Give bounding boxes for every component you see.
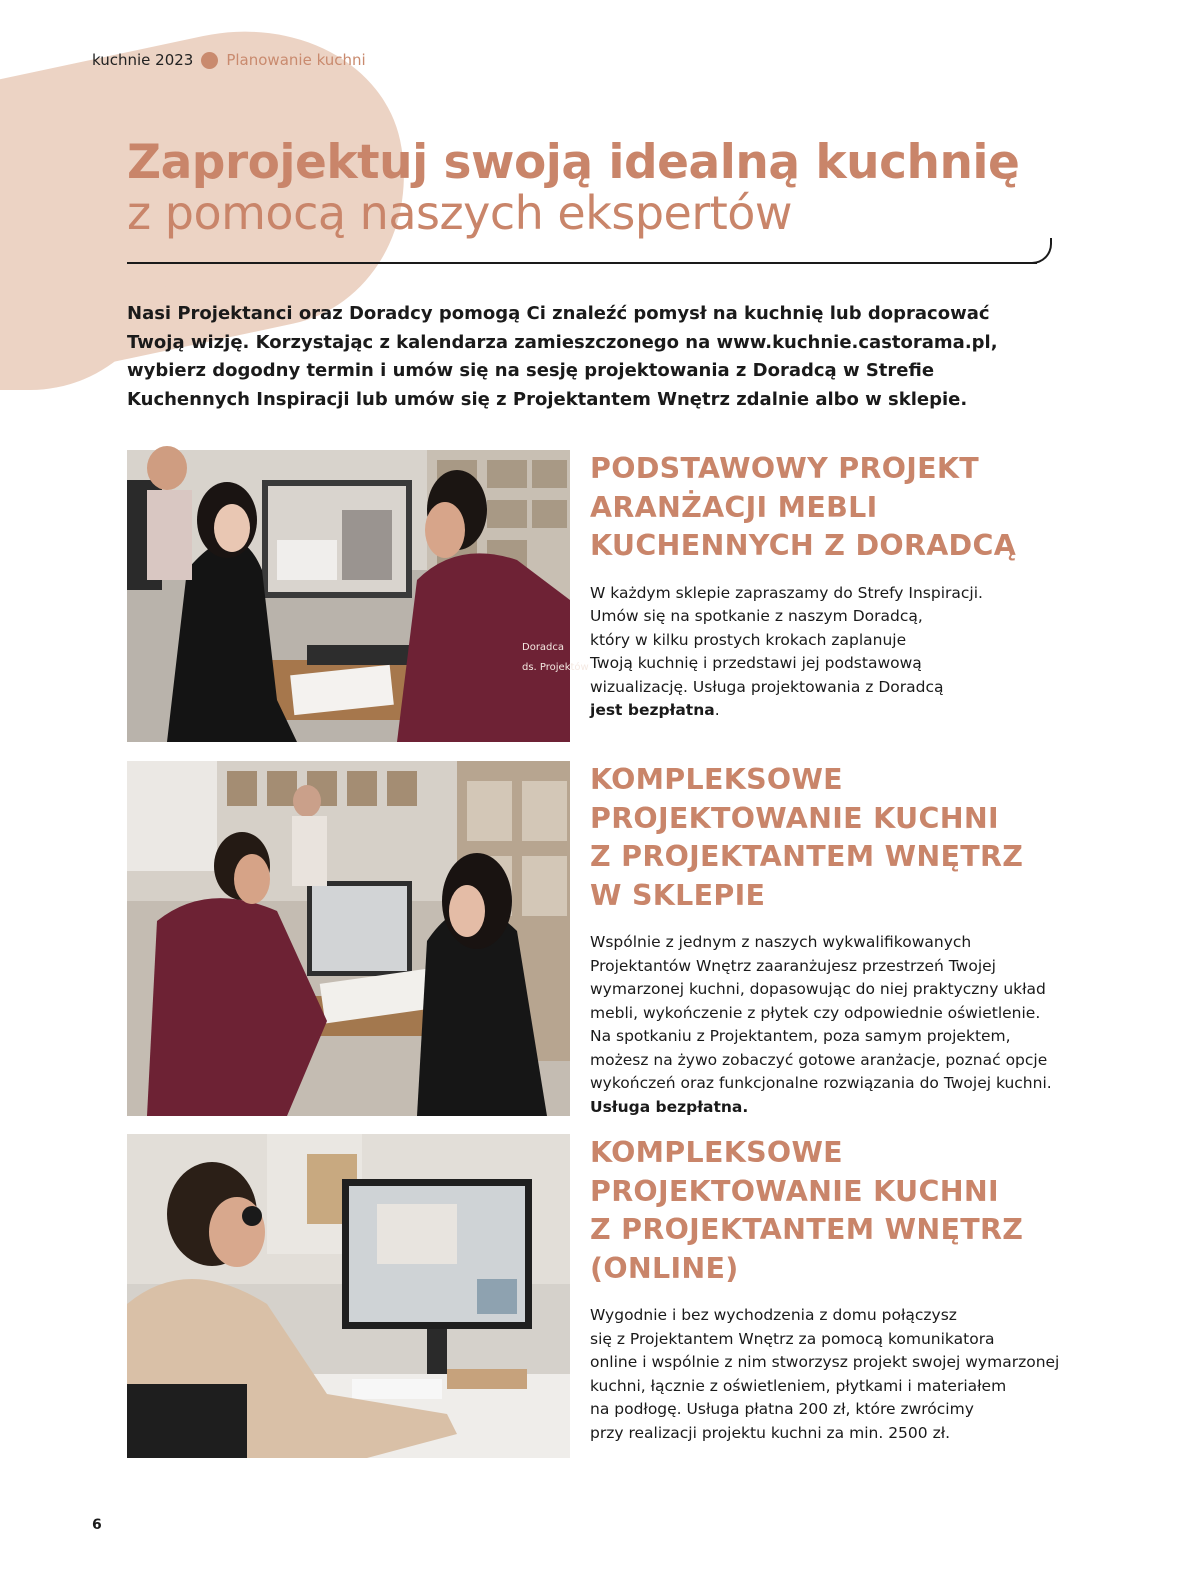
description-line: mebli, wykończenie z płytek czy odpowiednie oświetlenie. [590,1003,1041,1022]
service-title-line: KOMPLEKSOWE [590,1136,843,1169]
jacket-text-2: ds. Projektów [522,662,589,673]
intro-line: Nasi Projektanci oraz Doradcy pomogą Ci znaleźć pomysł na kuchnię lub dopracować [127,303,990,324]
service-title [590,450,1130,566]
service-title-line: W SKLEPIE [590,878,766,912]
page-number: 6 [92,1517,102,1533]
title-underline [127,262,1037,264]
intro-line: Kuchennych Inspiracji lub umów się z Projektantem Wnętrz zdalnie albo w sklepie. [127,388,968,410]
description-line: wymarzonej kuchni, dopasowując do niej praktyczny układ [590,980,1046,998]
page-header [92,51,366,69]
service-title-line: KUCHENNYCH Z DORADCĄ [590,529,1017,562]
title-underline-hook [1030,238,1052,264]
free-service-note: jest bezpłatna [590,701,715,719]
description-line: się z Projektantem Wnętrz za pomocą komunikatora [590,1329,995,1348]
description-line: Na spotkaniu z Projektantem, poza samym projektem, [590,1027,1011,1045]
circle-icon [201,52,218,69]
description-line: wykończeń oraz funkcjonalne rozwiązania do Twojej kuchni. [590,1074,1052,1092]
section-label: Planowanie kuchni [226,51,366,69]
service-title-line: PROJEKTOWANIE KUCHNI [590,801,999,835]
service-title [590,761,1130,915]
service-title-line: ARANŻACJI MEBLI [590,490,878,524]
description-line: który w kilku prostych krokach zaplanuje [590,630,907,649]
description-line: na podłogę. Usługa płatna 200 zł, które zwrócimy [590,1400,974,1418]
description-line: Twoją kuchnię i przedstawi jej podstawową [590,654,922,672]
service-title [590,1134,1130,1288]
service-title-line: Z PROJEKTANTEM WNĘTRZ [590,1213,1024,1246]
service-description [590,582,1130,723]
description-line: przy realizacji projektu kuchni za min. 2500 zł. [590,1423,951,1442]
jacket-text-1: Doradca [522,642,565,653]
service-description [590,931,1130,1119]
description-line [590,699,1130,723]
service-title-line: Z PROJEKTANTEM WNĘTRZ [590,840,1024,873]
description-line: kuchni, łącznie z oświetleniem, płytkami i materiałem [590,1376,1007,1395]
service-title-line: (ONLINE) [590,1251,739,1285]
service-title-line: PODSTAWOWY PROJEKT [590,452,980,485]
description-line: wizualizację. Usługa projektowania z Doradcą [590,677,944,696]
description-line: Wspólnie z jednym z naszych wykwalifikowanych [590,933,972,951]
service-section-store-designer [127,761,1127,1116]
page-title [127,135,1019,240]
service-title-line: PROJEKTOWANIE KUCHNI [590,1174,999,1208]
page-title-line-2: z pomocą naszych ekspertów [127,186,793,240]
description-line: W każdym sklepie zapraszamy do Strefy Inspiracji. [590,583,983,602]
free-service-note: Usługa bezpłatna. [590,1097,749,1116]
service-content [590,761,1130,1119]
intro-line: Twoją wizję. Korzystając z kalendarza zamieszczonego na www.kuchnie.castorama.pl, [127,331,998,353]
service-description [590,1304,1130,1445]
intro-paragraph [127,300,1067,414]
service-section-advisor [127,450,1127,742]
photo-store-design-session [127,761,570,1116]
punctuation: . [714,701,720,719]
service-section-online-designer [127,1134,1127,1458]
photo-advisor-session [127,450,589,742]
intro-line: wybierz dogodny termin i umów się na sesję projektowania z Doradcą w Strefie [127,360,935,381]
description-line [590,1096,1130,1120]
service-content [590,1134,1130,1445]
description-line: Projektantów Wnętrz zaaranżujesz przestrzeń Twojej [590,956,996,975]
description-line: możesz na żywo zobaczyć gotowe aranżacje, poznać opcje [590,1050,1048,1069]
page-title-line-1: Zaprojektuj swoją idealną kuchnię [127,135,1020,190]
description-line: Umów się na spotkanie z naszym Doradcą, [590,607,923,625]
description-line: Wygodnie i bez wychodzenia z domu połączysz [590,1306,957,1324]
service-content [590,450,1130,723]
brand-label: kuchnie 2023 [92,51,194,69]
photo-online-design-session [127,1134,570,1458]
description-line: online i wspólnie z nim stworzysz projekt swojej wymarzonej [590,1353,1060,1371]
service-title-line: KOMPLEKSOWE [590,763,843,796]
